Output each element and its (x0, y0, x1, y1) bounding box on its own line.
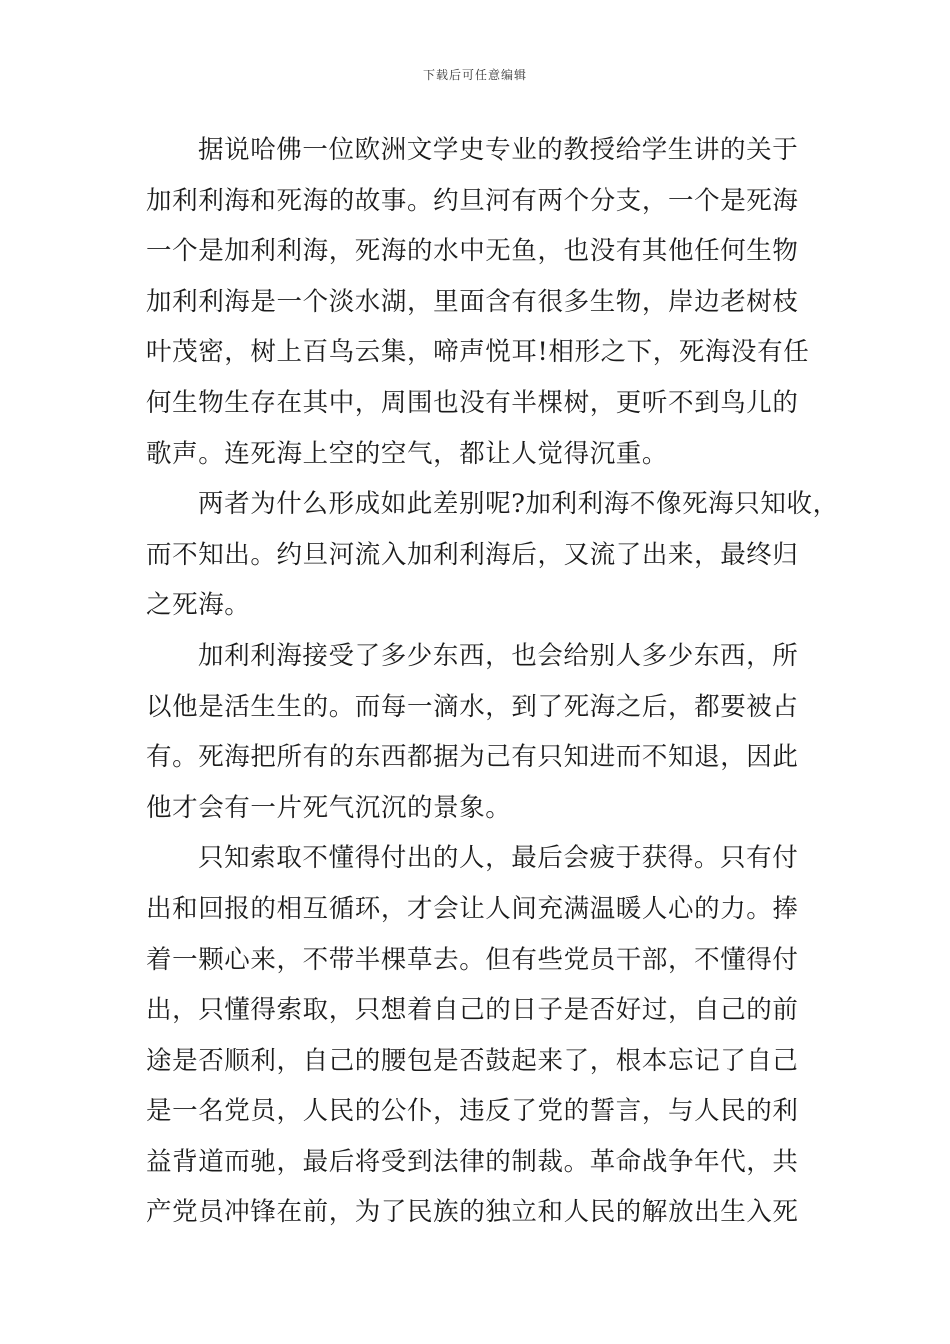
text-line: 而不知出。约旦河流入加利利海后，又流了出来，最终归 (146, 539, 799, 570)
text-line: 叶茂密，树上百鸟云集，啼声悦耳!相形之下，死海没有任 (146, 337, 810, 368)
text-line: 何生物生存在其中，周围也没有半棵树，更听不到鸟儿的 (146, 387, 799, 418)
text-line: 只知索取不懂得付出的人，最后会疲于获得。只有付 (198, 843, 799, 874)
document-body (146, 125, 839, 1238)
text-line: 产党员冲锋在前，为了民族的独立和人民的解放出生入死 (146, 1197, 799, 1228)
text-line: 据说哈佛一位欧洲文学史专业的教授给学生讲的关于 (198, 135, 799, 165)
paragraph (146, 125, 816, 479)
text-line: 是一名党员，人民的公仆，违反了党的誓言，与人民的利 (146, 1096, 799, 1127)
text-line: 之死海。 (146, 590, 251, 621)
text-line: 着一颗心来，不带半棵草去。但有些党员干部，不懂得付 (146, 944, 799, 975)
paragraph (146, 479, 839, 631)
text-line: 歌声。连死海上空的空气，都让人觉得沉重。 (146, 438, 669, 469)
page-header: 下载后可任意编辑 (422, 68, 527, 82)
text-line: 一个是加利利海，死海的水中无鱼，也没有其他任何生物 (146, 236, 799, 267)
text-line: 两者为什么形成如此差别呢?加利利海不像死海只知收， (198, 489, 839, 520)
text-line: 加利利海和死海的故事。约旦河有两个分支，一个是死海 (146, 185, 799, 216)
paragraph (146, 631, 816, 833)
paragraph (146, 833, 816, 1238)
text-line: 益背道而驰，最后将受到法律的制裁。革命战争年代，共 (146, 1146, 799, 1177)
text-line: 出，只懂得索取，只想着自己的日子是否好过，自己的前 (146, 995, 799, 1026)
text-line: 他才会有一片死气沉沉的景象。 (146, 792, 512, 823)
text-line: 加利利海接受了多少东西，也会给别人多少东西，所 (198, 640, 799, 671)
text-line: 有。死海把所有的东西都据为己有只知进而不知退，因此 (146, 742, 799, 773)
text-line: 以他是活生生的。而每一滴水，到了死海之后，都要被占 (146, 691, 799, 722)
text-line: 加利利海是一个淡水湖，里面含有很多生物，岸边老树枝 (146, 286, 799, 317)
text-line: 途是否顺利，自己的腰包是否鼓起来了，根本忘记了自己 (146, 1045, 799, 1076)
text-line: 出和回报的相互循环，才会让人间充满温暖人心的力。捧 (146, 893, 799, 924)
